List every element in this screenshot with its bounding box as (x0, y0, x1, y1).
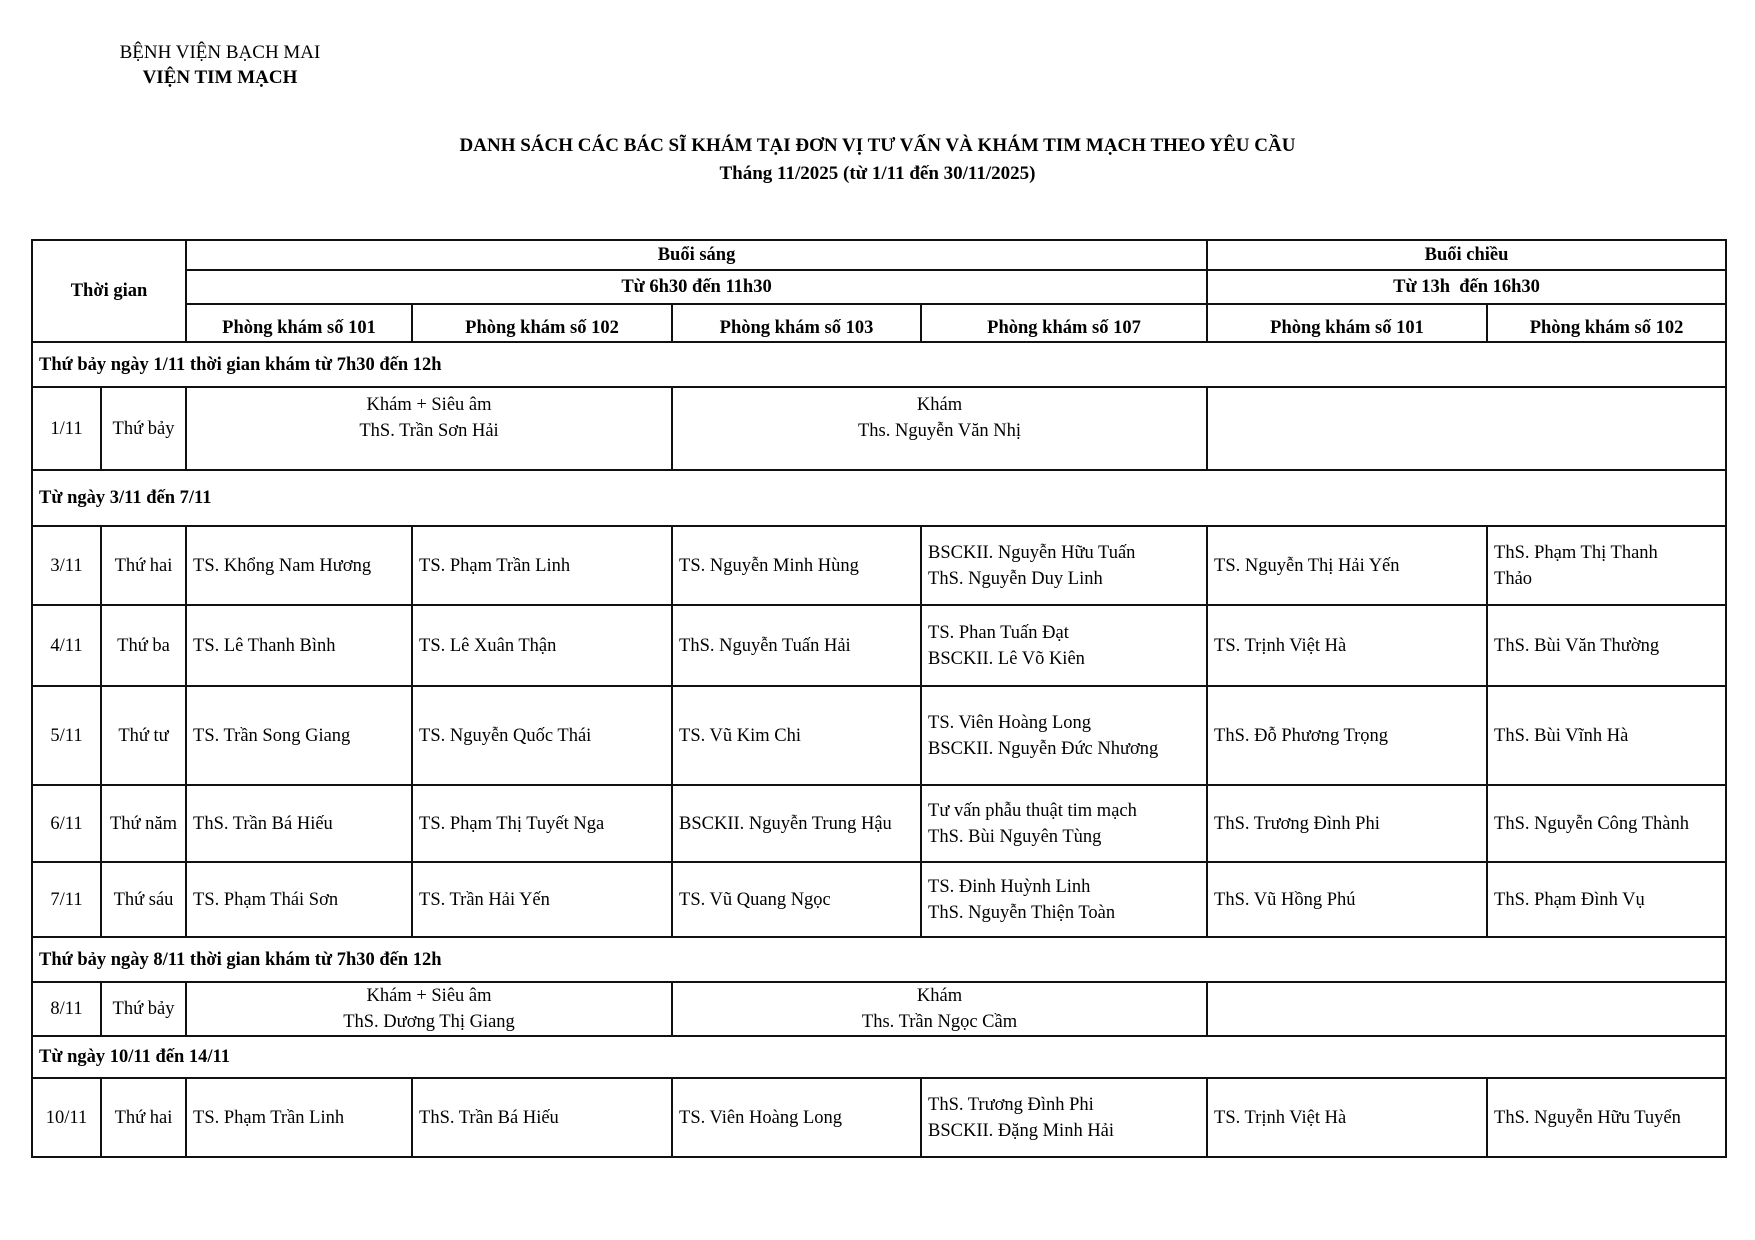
service-label: Khám (916, 986, 963, 1006)
doctor-cell (1487, 605, 1726, 686)
doctor-cell (672, 686, 921, 785)
date-cell: 4/11 (32, 605, 101, 686)
doctor-name: BSCKII. Lê Võ Kiên (928, 648, 1085, 669)
doctor-name: ThS. Trần Bá Hiếu (419, 1107, 559, 1128)
saturday-exam-cell (672, 982, 1207, 1036)
saturday-row (32, 387, 1726, 470)
doctor-cell (412, 1078, 672, 1157)
doctor-name: TS. Trần Hải Yến (419, 889, 550, 910)
section-header-row (32, 342, 1726, 387)
weekday-cell: Thứ sáu (101, 862, 186, 937)
schedule-row (32, 1078, 1726, 1157)
empty-afternoon-cell (1207, 387, 1726, 470)
doctor-name: BSCKII. Nguyễn Trung Hậu (679, 813, 892, 834)
doctor-name: ThS. Vũ Hồng Phú (1214, 889, 1356, 910)
doctor-name: TS. Phạm Thái Sơn (193, 889, 339, 910)
date-cell: 10/11 (32, 1078, 101, 1157)
doctor-name: ThS. Trần Sơn Hải (359, 421, 499, 441)
doctor-name: ThS. Phạm Đình Vụ (1494, 889, 1645, 910)
doctor-cell (186, 1078, 412, 1157)
saturday-exam-ultrasound-cell (186, 387, 672, 470)
doctor-name: ThS. Nguyễn Thiện Toàn (928, 902, 1116, 923)
document-subtitle: Tháng 11/2025 (từ 1/11 đến 30/11/2025) (719, 163, 1036, 184)
doctor-name: ThS. Nguyễn Duy Linh (928, 568, 1103, 589)
doctor-name: TS. Đinh Huỳnh Linh (928, 876, 1091, 897)
weekday-cell: Thứ bảy (101, 982, 186, 1036)
doctor-cell (412, 605, 672, 686)
doctor-name: ThS. Bùi Nguyên Tùng (928, 826, 1102, 847)
doctor-name: TS. Phan Tuấn Đạt (928, 622, 1069, 643)
doctor-cell (921, 526, 1207, 605)
document-title: DANH SÁCH CÁC BÁC SĨ KHÁM TẠI ĐƠN VỊ TƯ VẤN VÀ KHÁM TIM MẠCH THEO YÊU CẦU (459, 135, 1296, 156)
doctor-name: ThS. Bùi Văn Thường (1494, 635, 1660, 656)
weekday-cell: Thứ năm (101, 785, 186, 862)
doctor-name: Ths. Trần Ngọc Cầm (861, 1012, 1018, 1032)
doctor-name: Tư vấn phẫu thuật tim mạch (928, 800, 1137, 821)
room-header: Phòng khám số 102 (1487, 304, 1726, 342)
doctor-name: TS. Vũ Quang Ngọc (679, 889, 831, 910)
service-label: Khám (916, 395, 963, 415)
room-header: Phòng khám số 101 (186, 304, 412, 342)
section-title: Từ ngày 3/11 đến 7/11 (32, 470, 1726, 526)
doctor-cell (412, 526, 672, 605)
doctor-cell (1487, 1078, 1726, 1157)
afternoon-hours: Từ 13h đến 16h30 (1207, 270, 1726, 304)
doctor-name: ThS. Nguyễn Công Thành (1494, 813, 1689, 834)
doctor-cell (186, 862, 412, 937)
doctor-name: TS. Nguyễn Thị Hải Yến (1214, 555, 1400, 576)
doctor-cell (412, 785, 672, 862)
schedule-row (32, 605, 1726, 686)
doctor-name: BSCKII. Nguyễn Đức Nhương (928, 738, 1159, 759)
section-header-row (32, 1036, 1726, 1078)
doctor-cell (672, 605, 921, 686)
doctor-name: ThS. Trần Bá Hiếu (193, 813, 333, 834)
doctor-name: TS. Vũ Kim Chi (679, 725, 801, 746)
doctor-name: TS. Phạm Thị Tuyết Nga (419, 813, 605, 834)
schedule-row (32, 862, 1726, 937)
date-cell: 6/11 (32, 785, 101, 862)
doctor-name: TS. Nguyễn Minh Hùng (679, 555, 859, 576)
weekday-cell: Thứ hai (101, 526, 186, 605)
service-label: Khám + Siêu âm (366, 395, 492, 415)
doctor-name: ThS. Nguyễn Hữu Tuyển (1494, 1107, 1681, 1128)
doctor-cell (921, 605, 1207, 686)
doctor-cell (186, 686, 412, 785)
doctor-name: ThS. Đỗ Phương Trọng (1214, 725, 1389, 746)
doctor-cell (672, 785, 921, 862)
section-header-row (32, 937, 1726, 982)
doctor-name: ThS. Nguyễn Tuấn Hải (679, 635, 851, 656)
doctor-cell (921, 862, 1207, 937)
service-label: Khám + Siêu âm (366, 986, 492, 1006)
header-row-rooms (32, 304, 1726, 342)
doctor-cell (672, 1078, 921, 1157)
doctor-name: TS. Viên Hoàng Long (679, 1107, 842, 1128)
header-row-hours (32, 270, 1726, 304)
room-header: Phòng khám số 103 (672, 304, 921, 342)
hospital-name: BỆNH VIỆN BẠCH MAI (119, 42, 321, 63)
section-header-row (32, 470, 1726, 526)
doctor-cell (1487, 785, 1726, 862)
morning-hours: Từ 6h30 đến 11h30 (186, 270, 1207, 304)
doctor-name: Thảo (1494, 568, 1533, 589)
doctor-schedule-table (31, 239, 1727, 1158)
doctor-cell (1207, 526, 1487, 605)
empty-afternoon-cell (1207, 982, 1726, 1036)
doctor-cell (412, 686, 672, 785)
doctor-cell (186, 526, 412, 605)
room-header: Phòng khám số 107 (921, 304, 1207, 342)
doctor-cell (672, 526, 921, 605)
doctor-name: TS. Lê Thanh Bình (193, 635, 336, 656)
doctor-cell (1487, 686, 1726, 785)
doctor-name: TS. Lê Xuân Thận (419, 635, 557, 656)
doctor-name: TS. Phạm Trần Linh (419, 555, 571, 576)
doctor-cell (1207, 605, 1487, 686)
time-column-header: Thời gian (32, 240, 186, 342)
date-cell: 8/11 (32, 982, 101, 1036)
saturday-row (32, 982, 1726, 1036)
doctor-name: TS. Viên Hoàng Long (928, 712, 1091, 733)
doctor-name: ThS. Phạm Thị Thanh (1494, 542, 1658, 563)
weekday-cell: Thứ ba (101, 605, 186, 686)
doctor-name: TS. Trịnh Việt Hà (1214, 635, 1347, 656)
doctor-cell (412, 862, 672, 937)
doctor-name: Ths. Nguyễn Văn Nhị (857, 421, 1022, 441)
date-cell: 5/11 (32, 686, 101, 785)
saturday-exam-cell (672, 387, 1207, 470)
doctor-name: ThS. Trương Đình Phi (928, 1094, 1094, 1115)
doctor-name: ThS. Trương Đình Phi (1214, 813, 1380, 834)
doctor-cell (186, 785, 412, 862)
doctor-name: TS. Phạm Trần Linh (193, 1107, 345, 1128)
doctor-cell (1487, 526, 1726, 605)
doctor-cell (921, 686, 1207, 785)
schedule-row (32, 785, 1726, 862)
weekday-cell: Thứ bảy (101, 387, 186, 470)
doctor-name: TS. Khổng Nam Hương (193, 555, 372, 576)
doctor-name: TS. Trần Song Giang (193, 725, 351, 746)
doctor-name: ThS. Dương Thị Giang (343, 1012, 515, 1032)
date-cell: 7/11 (32, 862, 101, 937)
section-title: Từ ngày 10/11 đến 14/11 (32, 1036, 1726, 1078)
doctor-name: BSCKII. Nguyễn Hữu Tuấn (928, 542, 1136, 563)
section-title: Thứ bảy ngày 8/11 thời gian khám từ 7h30 đến 12h (32, 937, 1726, 982)
schedule-row (32, 686, 1726, 785)
header-row-session (32, 240, 1726, 270)
doctor-name: ThS. Bùi Vĩnh Hà (1494, 725, 1629, 746)
afternoon-session-header: Buổi chiều (1207, 240, 1726, 270)
doctor-cell (921, 785, 1207, 862)
doctor-name: BSCKII. Đặng Minh Hải (928, 1120, 1115, 1141)
doctor-cell (186, 605, 412, 686)
date-cell: 1/11 (32, 387, 101, 470)
document-title-block (0, 132, 1755, 188)
doctor-cell (672, 862, 921, 937)
doctor-cell (1207, 862, 1487, 937)
room-header: Phòng khám số 102 (412, 304, 672, 342)
room-header: Phòng khám số 101 (1207, 304, 1487, 342)
date-cell: 3/11 (32, 526, 101, 605)
doctor-name: TS. Nguyễn Quốc Thái (419, 725, 592, 746)
weekday-cell: Thứ hai (101, 1078, 186, 1157)
doctor-cell (921, 1078, 1207, 1157)
saturday-exam-ultrasound-cell (186, 982, 672, 1036)
morning-session-header: Buổi sáng (186, 240, 1207, 270)
doctor-name: TS. Trịnh Việt Hà (1214, 1107, 1347, 1128)
organization-header (95, 40, 345, 90)
doctor-cell (1207, 686, 1487, 785)
doctor-cell (1487, 862, 1726, 937)
weekday-cell: Thứ tư (101, 686, 186, 785)
section-title: Thứ bảy ngày 1/11 thời gian khám từ 7h30 đến 12h (32, 342, 1726, 387)
schedule-row (32, 526, 1726, 605)
doctor-cell (1207, 1078, 1487, 1157)
doctor-cell (1207, 785, 1487, 862)
institute-name: VIỆN TIM MẠCH (142, 67, 298, 88)
